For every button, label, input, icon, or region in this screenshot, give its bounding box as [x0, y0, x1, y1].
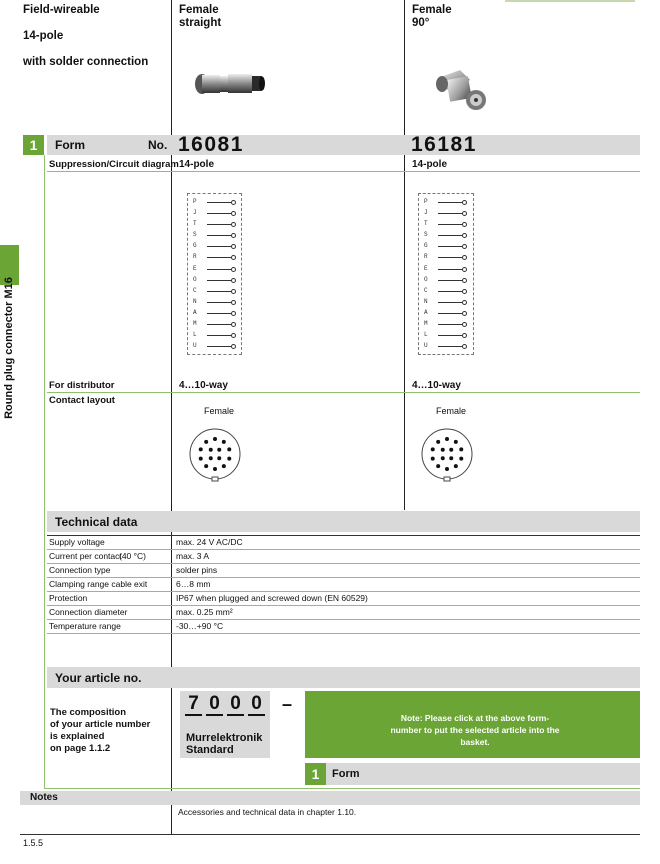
- circuit-pin-line: [207, 269, 231, 270]
- col2-subtitle: 90°: [412, 17, 430, 29]
- technical-row: [47, 592, 640, 606]
- contact-pin: [454, 440, 458, 444]
- page-number: 1.5.5: [23, 838, 44, 848]
- contact-pin: [217, 456, 221, 460]
- circuit-pin-terminal: [462, 300, 467, 305]
- circuit-pin-label: C: [193, 286, 197, 294]
- circuit-pin-label: R: [193, 253, 197, 261]
- circuit-pin-row: [424, 329, 468, 340]
- circuit-pin-line: [207, 257, 231, 258]
- circuit-pin-line: [438, 202, 462, 203]
- contact-pin: [209, 448, 213, 452]
- circuit-pin-line: [207, 346, 231, 347]
- circuit-pin-line: [438, 291, 462, 292]
- column-separator-2: [404, 0, 405, 510]
- circuit-pin-label: P: [193, 198, 197, 205]
- circuit-pin-label: G: [193, 242, 197, 250]
- technical-heading: Technical data: [55, 515, 138, 529]
- circuit-pin-line: [207, 324, 231, 325]
- circuit-pin-line: [207, 280, 231, 281]
- brand-line-1: Murrelektronik: [186, 732, 263, 744]
- technical-row: [47, 578, 640, 592]
- article-digit: 7: [185, 694, 202, 716]
- technical-row: [47, 606, 640, 620]
- contact-pin: [213, 437, 217, 441]
- col2-distributor-value: 4…10-way: [412, 380, 461, 391]
- contact-face-outline: [422, 429, 472, 479]
- circuit-pin-line: [438, 257, 462, 258]
- circuit-pin-label: E: [424, 264, 428, 272]
- circuit-pin-label: S: [193, 231, 197, 239]
- circuit-pin-terminal: [462, 333, 467, 338]
- contact-pin: [199, 447, 203, 451]
- col2-pin-list: [424, 196, 468, 351]
- contact-pin: [436, 464, 440, 468]
- circuit-pin-label: R: [424, 253, 428, 261]
- technical-row-label: Temperature range: [49, 621, 121, 631]
- circuit-pin-line: [438, 302, 462, 303]
- technical-row-value: max. 0.25 mm²: [176, 607, 233, 617]
- circuit-pin-label: A: [424, 308, 428, 316]
- circuit-pin-label: G: [424, 242, 428, 250]
- contact-pin: [454, 464, 458, 468]
- circuit-pin-terminal: [462, 278, 467, 283]
- circuit-pin-label: N: [193, 297, 197, 305]
- circuit-pin-label: E: [193, 264, 197, 272]
- circuit-pin-terminal: [231, 233, 236, 238]
- circuit-pin-terminal: [231, 200, 236, 205]
- circuit-pin-terminal: [462, 222, 467, 227]
- col1-subtitle: straight: [179, 17, 222, 29]
- circuit-pin-row: [424, 229, 468, 240]
- col2-contact-caption: Female: [436, 406, 467, 416]
- circuit-pin-row: [424, 285, 468, 296]
- contact-pin: [431, 457, 435, 461]
- circuit-pin-terminal: [231, 211, 236, 216]
- article-heading: Your article no.: [55, 671, 142, 685]
- article-dash: –: [282, 694, 293, 714]
- circuit-pin-terminal: [462, 267, 467, 272]
- notes-text: Accessories and technical data in chapter 1.10.: [178, 807, 357, 817]
- circuit-pin-terminal: [231, 322, 236, 327]
- circuit-pin-row: [193, 218, 237, 229]
- circuit-pin-row: [193, 251, 237, 262]
- circuit-pin-row: [424, 340, 468, 351]
- circuit-pin-terminal: [231, 333, 236, 338]
- circuit-pin-line: [207, 291, 231, 292]
- note-text: Note: Please click at the above form-number to put the selected article into the basket.: [390, 713, 560, 747]
- circuit-pin-label: M: [424, 320, 428, 328]
- circuit-pin-terminal: [462, 233, 467, 238]
- contact-pin: [459, 447, 463, 451]
- bottom-form-badge-number: 1: [311, 766, 320, 782]
- circuit-pin-row: [193, 340, 237, 351]
- circuit-pin-line: [207, 202, 231, 203]
- circuit-pin-row: [193, 229, 237, 240]
- article-digit: 0: [248, 694, 265, 716]
- col1-title: Female: [179, 4, 219, 16]
- bottom-form-badge[interactable]: [305, 763, 326, 785]
- article-digit: 0: [227, 694, 244, 716]
- circuit-label: Suppression/Circuit diagram: [49, 159, 179, 170]
- connection-label: with solder connection: [23, 56, 149, 68]
- circuit-pin-row: [193, 307, 237, 318]
- notes-heading: Notes: [30, 792, 58, 803]
- form-badge: [23, 135, 44, 155]
- technical-row-value: IP67 when plugged and screwed down (EN 60529): [176, 593, 368, 603]
- circuit-pin-line: [438, 246, 462, 247]
- circuit-pin-terminal: [462, 244, 467, 249]
- contact-pin: [222, 440, 226, 444]
- circuit-pin-label: A: [193, 308, 197, 316]
- form-row-bg: [47, 135, 640, 155]
- circuit-pin-label: L: [193, 331, 197, 339]
- circuit-pin-label: N: [424, 297, 428, 305]
- form-label: Form: [55, 138, 85, 152]
- circuit-pin-row: [193, 240, 237, 251]
- circuit-pin-terminal: [231, 278, 236, 283]
- circuit-pin-label: M: [193, 320, 197, 328]
- circuit-pin-line: [207, 224, 231, 225]
- contact-pin: [209, 456, 213, 460]
- circuit-pin-label: O: [193, 275, 197, 283]
- circuit-pin-row: [193, 196, 237, 207]
- circuit-pin-line: [207, 302, 231, 303]
- distributor-row-rule: [47, 392, 640, 393]
- contact-pin: [436, 440, 440, 444]
- circuit-pin-row: [424, 263, 468, 274]
- circuit-pin-row: [424, 307, 468, 318]
- brand-line-2: Standard: [186, 744, 234, 756]
- technical-row-value: max. 24 V AC/DC: [176, 537, 243, 547]
- technical-row-label: Clamping range cable exit: [49, 579, 148, 589]
- contact-pin: [431, 447, 435, 451]
- circuit-pin-line: [438, 235, 462, 236]
- notes-bottom-rule: [20, 834, 640, 835]
- technical-row-label: Connection type: [49, 565, 111, 575]
- contact-pin: [199, 457, 203, 461]
- circuit-pin-label: O: [424, 275, 428, 283]
- circuit-pin-line: [438, 335, 462, 336]
- technical-row: [47, 620, 640, 634]
- article-digits: [185, 694, 270, 716]
- circuit-pin-label: J: [424, 209, 428, 217]
- circuit-pin-terminal: [231, 289, 236, 294]
- circuit-pin-label: U: [424, 342, 428, 350]
- circuit-pin-line: [438, 213, 462, 214]
- circuit-pin-label: P: [424, 198, 428, 205]
- col1-contact-caption: Female: [204, 406, 235, 416]
- distributor-label: For distributor: [49, 380, 115, 391]
- circuit-pin-terminal: [231, 255, 236, 260]
- product-title: Field-wireable: [23, 4, 100, 16]
- technical-row-value: 6…8 mm: [176, 579, 211, 589]
- circuit-pin-label: S: [424, 231, 428, 239]
- contact-pin: [222, 464, 226, 468]
- contact-face-key: [212, 477, 218, 481]
- technical-row: [47, 550, 640, 564]
- composition-line-4[interactable]: on page 1.1.2: [50, 743, 111, 754]
- col1-circuit-value: 14-pole: [179, 159, 215, 170]
- circuit-pin-label: J: [193, 209, 197, 217]
- circuit-pin-terminal: [231, 244, 236, 249]
- technical-row-label: Protection: [49, 593, 88, 603]
- column-separator-1: [171, 0, 172, 834]
- contact-pin: [213, 467, 217, 471]
- article-bottom-rule: [44, 788, 640, 789]
- circuit-pin-row: [424, 251, 468, 262]
- circuit-pin-label: C: [424, 286, 428, 294]
- top-accent-stripe: [505, 0, 635, 2]
- contact-pin: [445, 437, 449, 441]
- technical-row-value: -30…+90 °C: [176, 621, 224, 631]
- technical-row-label: Current per contact: [49, 551, 122, 561]
- article-digit: 0: [206, 694, 223, 716]
- circuit-pin-row: [424, 318, 468, 329]
- contact-pin: [204, 464, 208, 468]
- circuit-pin-row: [193, 207, 237, 218]
- col2-title: Female: [412, 4, 452, 16]
- circuit-pin-terminal: [231, 344, 236, 349]
- contact-pin: [449, 448, 453, 452]
- circuit-pin-line: [207, 335, 231, 336]
- contact-layout-label: Contact layout: [49, 395, 115, 406]
- circuit-pin-terminal: [462, 311, 467, 316]
- circuit-pin-terminal: [231, 311, 236, 316]
- form-badge-number: 1: [29, 137, 38, 153]
- bottom-form-bar-bg: [326, 763, 640, 785]
- straight-connector-image: [190, 62, 270, 102]
- circuit-pin-row: [193, 274, 237, 285]
- circuit-pin-row: [424, 274, 468, 285]
- circuit-pin-row: [193, 263, 237, 274]
- circuit-pin-terminal: [462, 322, 467, 327]
- circuit-pin-row: [193, 296, 237, 307]
- poles-label: 14-pole: [23, 30, 64, 42]
- circuit-pin-line: [207, 235, 231, 236]
- composition-line-3: is explained: [50, 731, 105, 742]
- circuit-pin-line: [207, 313, 231, 314]
- circuit-pin-line: [438, 280, 462, 281]
- notes-heading-bg: [20, 791, 640, 805]
- circuit-pin-label: U: [193, 342, 197, 350]
- circuit-pin-row: [193, 285, 237, 296]
- circuit-pin-line: [438, 346, 462, 347]
- circuit-pin-line: [438, 224, 462, 225]
- circuit-pin-label: T: [424, 220, 428, 228]
- col2-circuit-value: 14-pole: [412, 159, 448, 170]
- col2-contact-layout-diagram: [420, 428, 474, 482]
- left-green-rule: [44, 155, 45, 789]
- circuit-pin-line: [438, 313, 462, 314]
- circuit-pin-row: [424, 207, 468, 218]
- circuit-pin-terminal: [231, 300, 236, 305]
- col1-pin-list: [193, 196, 237, 351]
- col1-form-number[interactable]: 16081: [178, 133, 244, 156]
- contact-pin: [445, 467, 449, 471]
- contact-face-key: [444, 477, 450, 481]
- contact-pin: [441, 448, 445, 452]
- circuit-pin-line: [207, 213, 231, 214]
- circuit-pin-terminal: [231, 267, 236, 272]
- col1-distributor-value: 4…10-way: [179, 380, 228, 391]
- circuit-pin-line: [438, 269, 462, 270]
- circuit-pin-row: [424, 240, 468, 251]
- no-label: No.: [148, 138, 168, 152]
- circuit-pin-label: L: [424, 331, 428, 339]
- circuit-pin-terminal: [462, 255, 467, 260]
- technical-row: [47, 564, 640, 578]
- col1-contact-layout-diagram: [188, 428, 242, 482]
- technical-row-value: solder pins: [176, 565, 218, 575]
- composition-line-2: of your article number: [50, 719, 151, 730]
- circuit-pin-line: [438, 324, 462, 325]
- col2-form-number[interactable]: 16181: [411, 133, 477, 156]
- circuit-pin-row: [424, 296, 468, 307]
- composition-line-1: The composition: [50, 707, 126, 718]
- circuit-pin-line: [207, 246, 231, 247]
- circuit-pin-row: [424, 218, 468, 229]
- side-tab-label: Round plug connector M16: [3, 277, 15, 419]
- angled-connector-image: [430, 60, 492, 114]
- contact-face-outline: [190, 429, 240, 479]
- circuit-pin-terminal: [462, 289, 467, 294]
- technical-row-label: Connection diameter: [49, 607, 128, 617]
- bottom-form-label[interactable]: Form: [332, 768, 360, 780]
- contact-pin: [217, 448, 221, 452]
- technical-row-label-extra: (40 °C): [119, 551, 147, 561]
- contact-pin: [204, 440, 208, 444]
- circuit-pin-row: [193, 329, 237, 340]
- technical-row: [47, 536, 640, 550]
- circuit-pin-terminal: [462, 344, 467, 349]
- circuit-pin-terminal: [462, 200, 467, 205]
- contact-pin: [449, 456, 453, 460]
- contact-pin: [441, 456, 445, 460]
- contact-pin: [459, 457, 463, 461]
- technical-table: [47, 536, 640, 634]
- technical-row-label: Supply voltage: [49, 537, 105, 547]
- circuit-row-rule: [47, 171, 640, 172]
- circuit-pin-terminal: [462, 211, 467, 216]
- circuit-pin-terminal: [231, 222, 236, 227]
- circuit-pin-row: [193, 318, 237, 329]
- circuit-pin-row: [424, 196, 468, 207]
- technical-row-value: max. 3 A: [176, 551, 210, 561]
- contact-pin: [227, 457, 231, 461]
- contact-pin: [227, 447, 231, 451]
- circuit-pin-label: T: [193, 220, 197, 228]
